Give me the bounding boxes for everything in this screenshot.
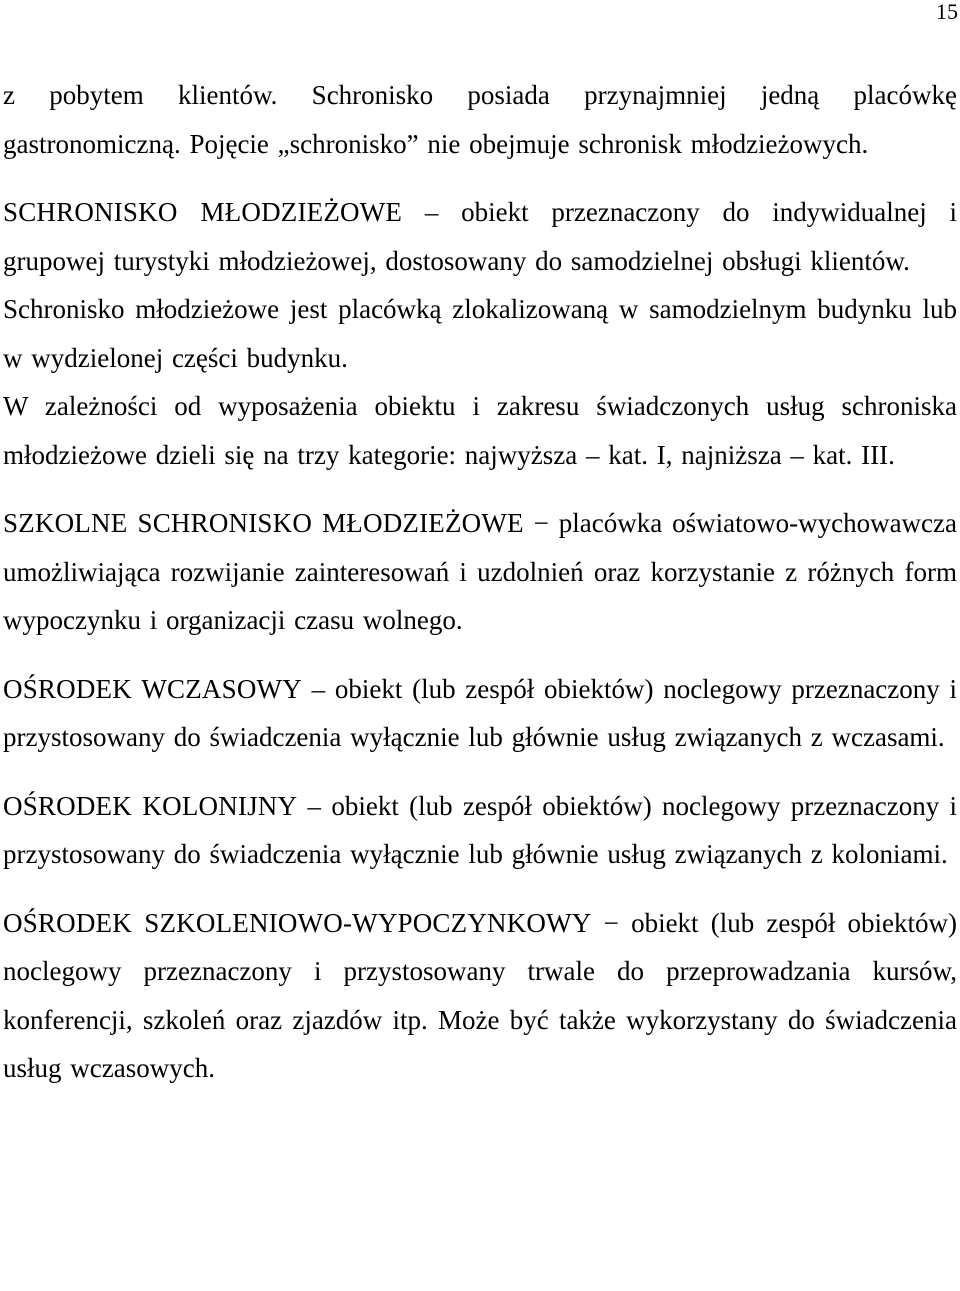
paragraph-kategorie (3, 382, 957, 479)
paragraph-text: Schronisko młodzieżowe jest placówką zlokalizowaną w samodzielnym budynku lub w wydzielonej części budynku. (3, 294, 957, 373)
definition-text: − obiekt (lub zespół obiektów) noclegowy przeznaczony i przystosowany trwale do przeprowadzania kursów, konferencji, szkoleń oraz zjazdów itp. Może być także wykorzystany do świadczenia usług wczasowych. (3, 907, 957, 1083)
definition-text: – obiekt (lub zespół obiektów) noclegowy przeznaczony i przystosowany do świadczenia wyłącznie lub głównie usług związanych z wczasami. (3, 673, 957, 752)
definition-text: – obiekt (lub zespół obiektów) noclegowy przeznaczony i przystosowany do świadczenia wyłącznie lub głównie usług związanych z koloniami. (3, 790, 958, 869)
definition-text: – obiekt przeznaczony do indywidualnej i grupowej turystyki młodzieżowej, dostosowany do samodzielnej obsługi klientów. (3, 197, 957, 276)
definition-term: OŚRODEK WCZASOWY (3, 673, 302, 704)
paragraph-osrodek-kolonijny (3, 782, 957, 879)
definition-term: OŚRODEK SZKOLENIOWO-WYPOCZYNKOWY (3, 907, 592, 938)
definition-term: SCHRONISKO MŁODZIEŻOWE (3, 197, 403, 227)
paragraph-osrodek-wczasowy (3, 665, 957, 762)
paragraph-osrodek-szkoleniowo-wypoczynkowy (3, 899, 957, 1093)
definition-term: OŚRODEK KOLONIJNY (3, 790, 298, 821)
paragraph-szkolne-schronisko (3, 499, 957, 645)
paragraph-schronisko-continuation (3, 71, 957, 168)
paragraph-schronisko-lokalizacja (3, 285, 957, 382)
definition-term: SZKOLNE SCHRONISKO MŁODZIEŻOWE (3, 508, 524, 538)
paragraph-text: W zależności od wyposażenia obiektu i zakresu świadczonych usług schroniska młodzieżowe dzieli się na trzy kategorie: najwyższa – kat. I, najniższa – kat. III. (3, 391, 957, 470)
paragraph-text: z pobytem klientów. Schronisko posiada przynajmniej jedną placówkę gastronomiczną. Pojęcie „schronisko” nie obejmuje schronisk młodzieżowych. (3, 80, 957, 159)
page-number: 15 (936, 0, 958, 24)
definition-text: − placówka oświatowo-wychowawcza umożliwiająca rozwijanie zainteresowań i uzdolnień oraz korzystanie z różnych form wypoczynku i organizacji czasu wolnego. (3, 508, 957, 635)
paragraph-schronisko-mlodziezowe (3, 188, 957, 285)
document-body (3, 71, 957, 1093)
